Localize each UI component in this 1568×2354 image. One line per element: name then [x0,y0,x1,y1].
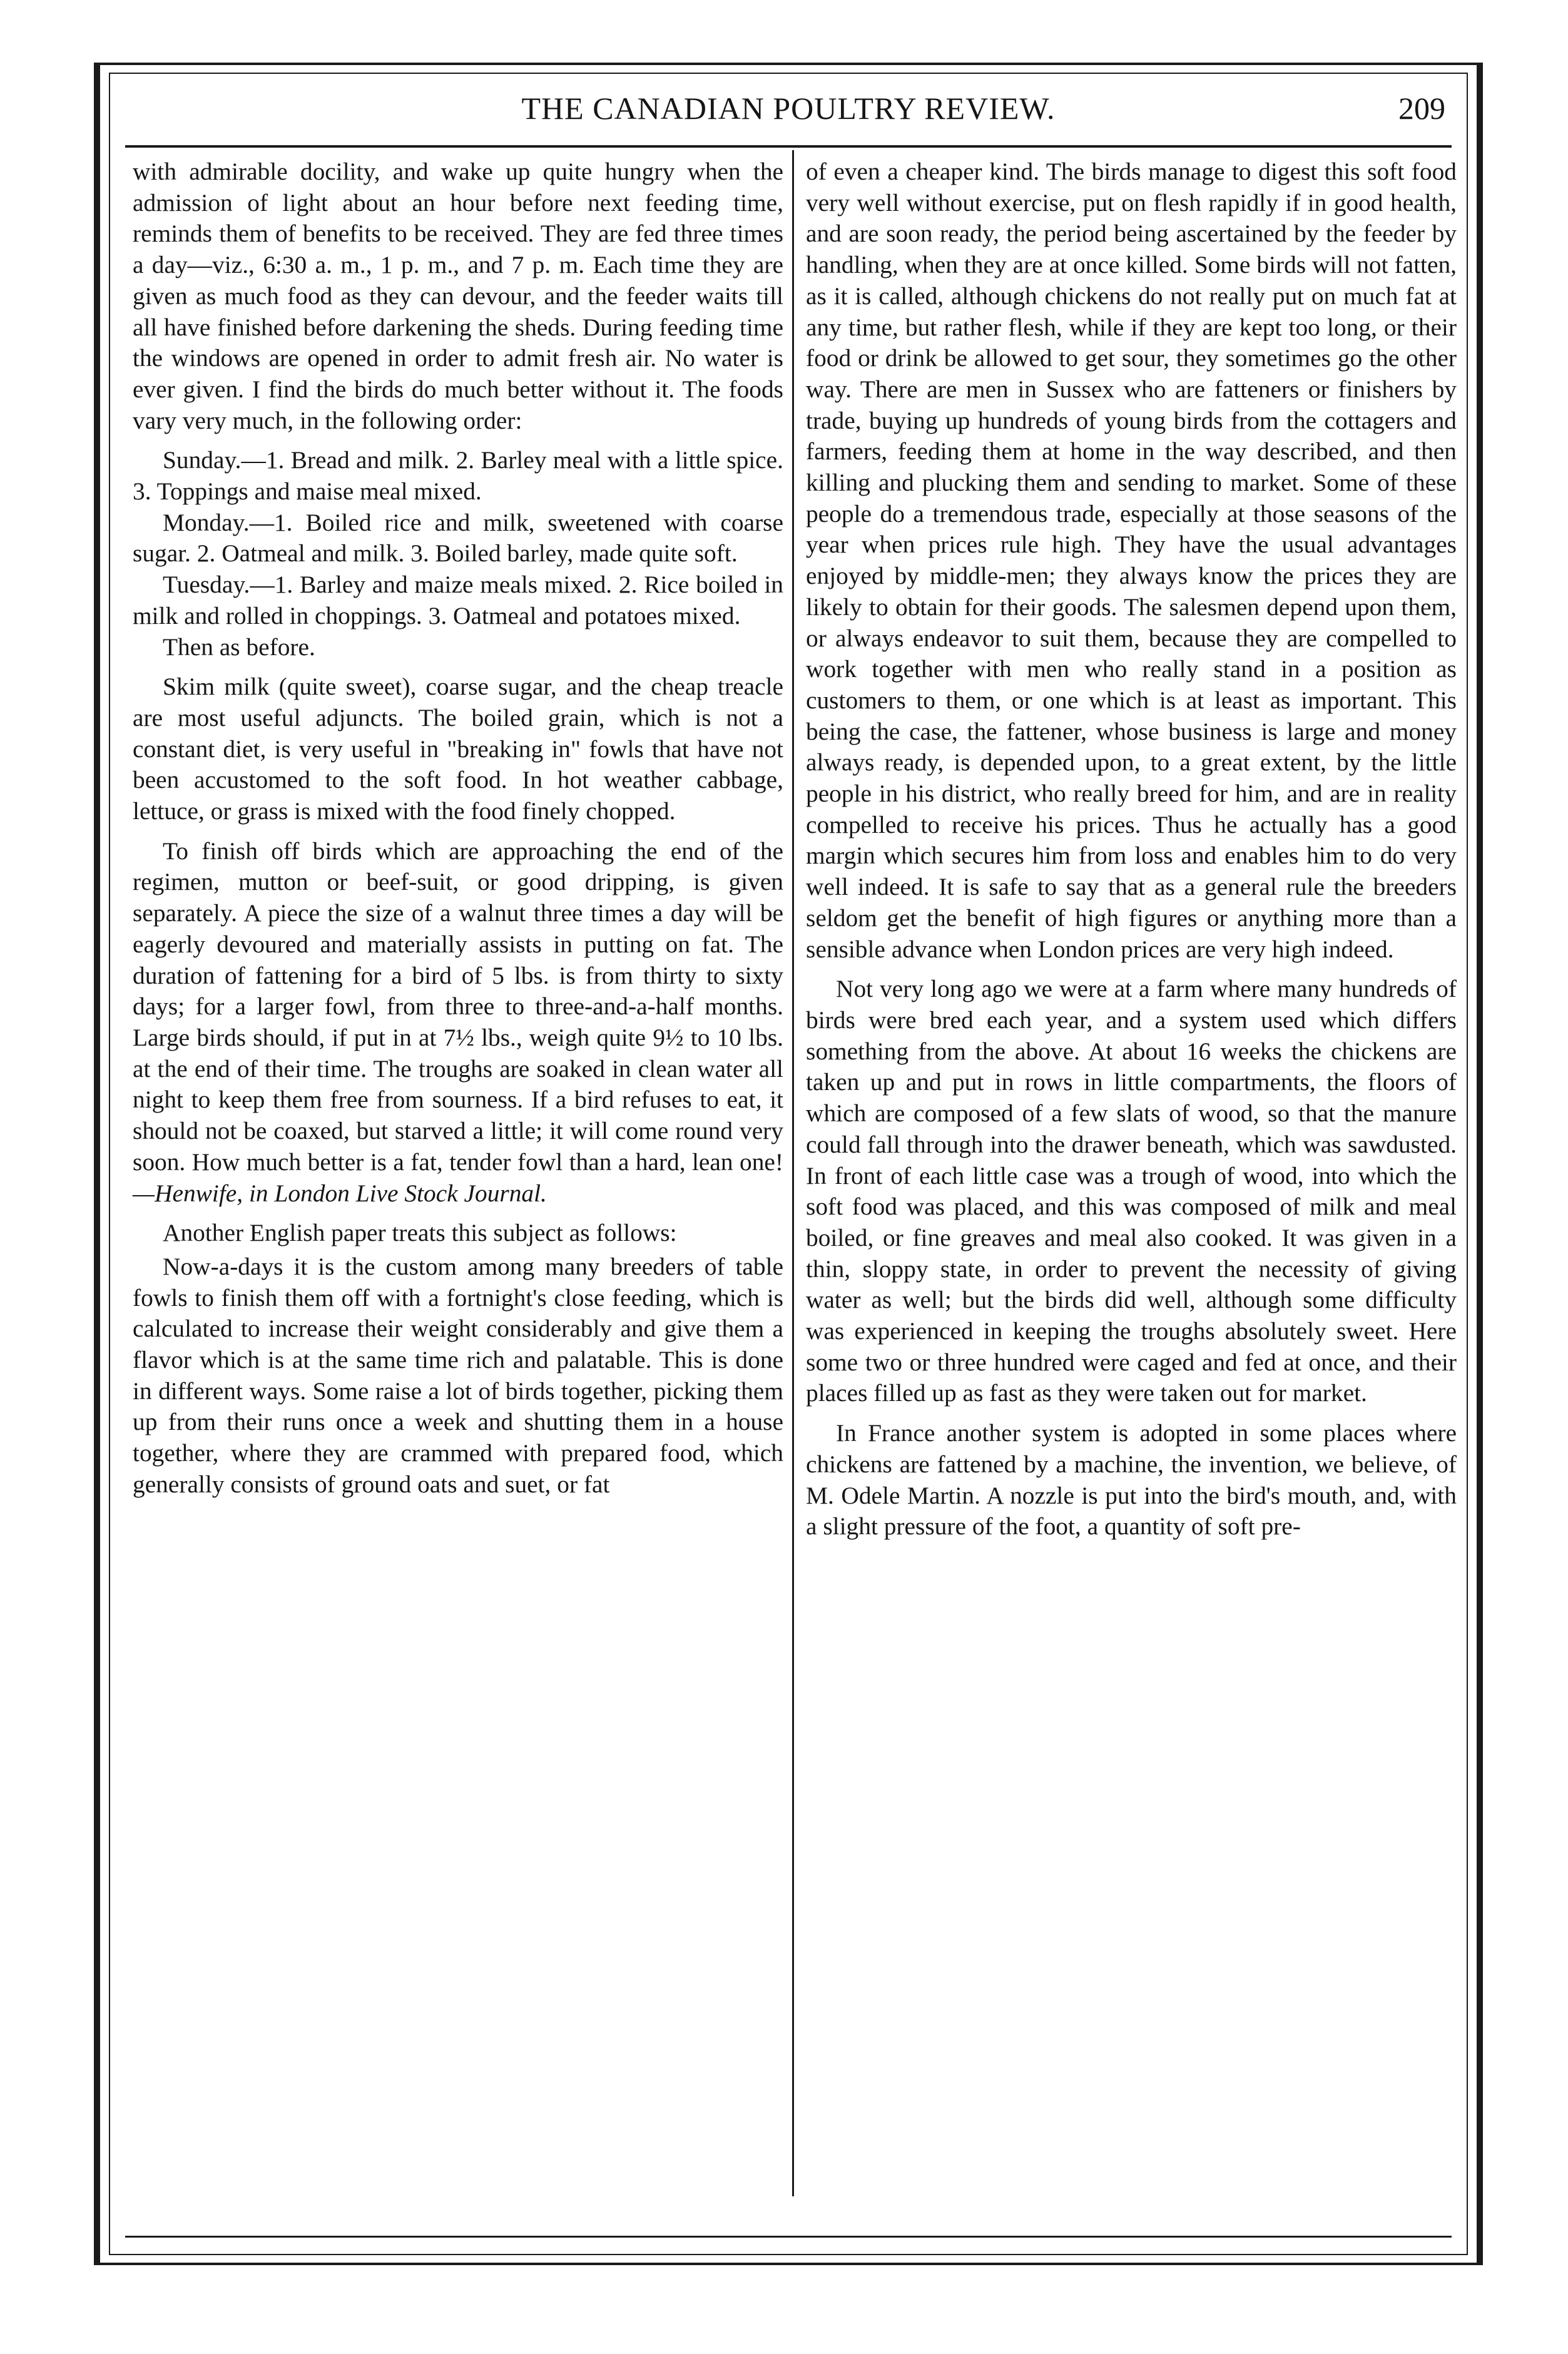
column-divider [792,150,794,2196]
left-column [133,156,783,1509]
menu-then: Then as before. [163,633,315,661]
header-rule [125,145,1452,148]
bottom-rule [125,2236,1452,2238]
running-header [125,86,1452,149]
right-column [806,156,1457,1551]
paragraph: Now-a-days it is the custom among many breeders of table fowls to finish them off with a fortnight's close feeding, which is calculated to increase their weight considerably and give them a flavor which is at the same time rich and palatable. This is done in different ways. Some raise a lot of birds together, picking them up from their runs once a week and shutting them in a house together, where they are crammed with prepared food, which generally consists of ground oats and suet, or fat [133,1252,783,1498]
paragraph: Another English paper treats this subject as follows: [163,1219,677,1247]
paragraph: Not very long ago we were at a farm where many hundreds of birds were bred each year, and a system used which differs something from the above. At about 16 weeks the chickens are taken up and put in rows in little compartments, the floors of which are composed of a few slats of wood, so that the manure could fall through into the drawer beneath, which was sawdusted. In front of each little case was a trough of wood, into which the soft food was placed, and this was composed of milk and meal boiled, or fine greaves and meal also cooked. It was given in a thin, sloppy state, in order to prevent the necessity of giving water as well; but the birds did well, although some difficulty was experienced in keeping the troughs absolutely sweet. Here some two or three hundred were caged and fed at once, and their places filled up as fast as they were taken out for market. [806,975,1457,1407]
menu-sunday: Sunday.—1. Bread and milk. 2. Barley meal with a little spice. 3. Toppings and maise meal mixed. [133,446,783,506]
paragraph-text: To finish off birds which are approaching the end of the regimen, mutton or beef-suit, or good dripping, is given separately. A piece the size of a walnut three times a day will be eagerly devoured and materially assists in putting on fat. The duration of fattening for a bird of 5 lbs. is from thirty to sixty days; for a larger fowl, from three to three-and-a-half months. Large birds should, if put in at 7½ lbs., weigh quite 9½ to 10 lbs. at the end of their time. The troughs are soaked in clean water all night to keep them free from sourness. If a bird refuses to eat, it should not be coaxed, but starved a little; it will come round very soon. How much better is a fat, tender fowl than a hard, lean one! [133,837,783,1176]
paragraph: Skim milk (quite sweet), coarse sugar, and the cheap treacle are most useful adjuncts. The boiled grain, which is not a constant diet, is very useful in "breaking in" fowls that have not been accustomed to the soft food. In hot weather cabbage, lettuce, or grass is mixed with the food finely chopped. [133,673,783,825]
paragraph: with admirable docility, and wake up quite hungry when the admission of light about an hour before next feeding time, reminds them of benefits to be received. They are fed three times a day—viz., 6:30 a. m., 1 p. m., and 7 p. m. Each time they are given as much food as they can devour, and the feeder waits till all have finished before darkening the sheds. During feeding time the windows are opened in order to admit fresh air. No water is ever given. I find the birds do much better without it. The foods vary very much, in the following order: [133,158,783,434]
page-frame [94,63,1483,2265]
menu-monday: Monday.—1. Boiled rice and milk, sweetened with coarse sugar. 2. Oatmeal and milk. 3. Boiled barley, made quite soft. [133,508,783,568]
paragraph: of even a cheaper kind. The birds manage to digest this soft food very well without exercise, put on flesh rapidly if in good health, and are soon ready, the period being ascertained by the feeder by handling, when they are at once killed. Some birds will not fatten, as it is called, although chickens do not really put on much fat at any time, but rather flesh, while if they are kept too long, or their food or drink be allowed to get sour, they sometimes go the other way. There are men in Sussex who are fatteners or finishers by trade, buying up hundreds of young birds from the cottagers and farmers, feeding them at home in the way described, and then killing and plucking them and sending to market. Some of these people do a tremendous trade, especially at those seasons of the year when prices rule high. They have the usual advantages enjoyed by middle-men; they always know the prices they are likely to obtain for their goods. The salesmen depend upon them, or always endeavor to suit them, because they are compelled to work together with men who really stand in a position as customers to them, or one which is at least as important. This being the case, the fattener, whose business is large and money always ready, is depended upon, to a great extent, by the little people in his district, who really breed for him, and are in reality compelled to receive his prices. Thus he actually has a good margin which secures him from loss and enables him to do very well indeed. It is safe to say that as a general rule the breeders seldom get the benefit of high figures or anything more than a sensible advance when London prices are very high indeed. [806,158,1457,963]
journal-title: THE CANADIAN POULTRY REVIEW. [521,91,1056,126]
page-number: 209 [1398,91,1445,126]
paragraph-with-attribution [133,836,783,1209]
paragraph: In France another system is adopted in some places where chickens are fattened by a machine, the invention, we believe, of M. Odele Martin. A nozzle is put into the bird's mouth, and, with a slight pressure of the foot, a quantity of soft pre- [806,1419,1457,1541]
attribution: —Henwife, in London Live Stock Journal. [133,1179,547,1207]
menu-tuesday: Tuesday.—1. Barley and maize meals mixed. 2. Rice boiled in milk and rolled in choppings. 3. Oatmeal and potatoes mixed. [133,571,783,629]
